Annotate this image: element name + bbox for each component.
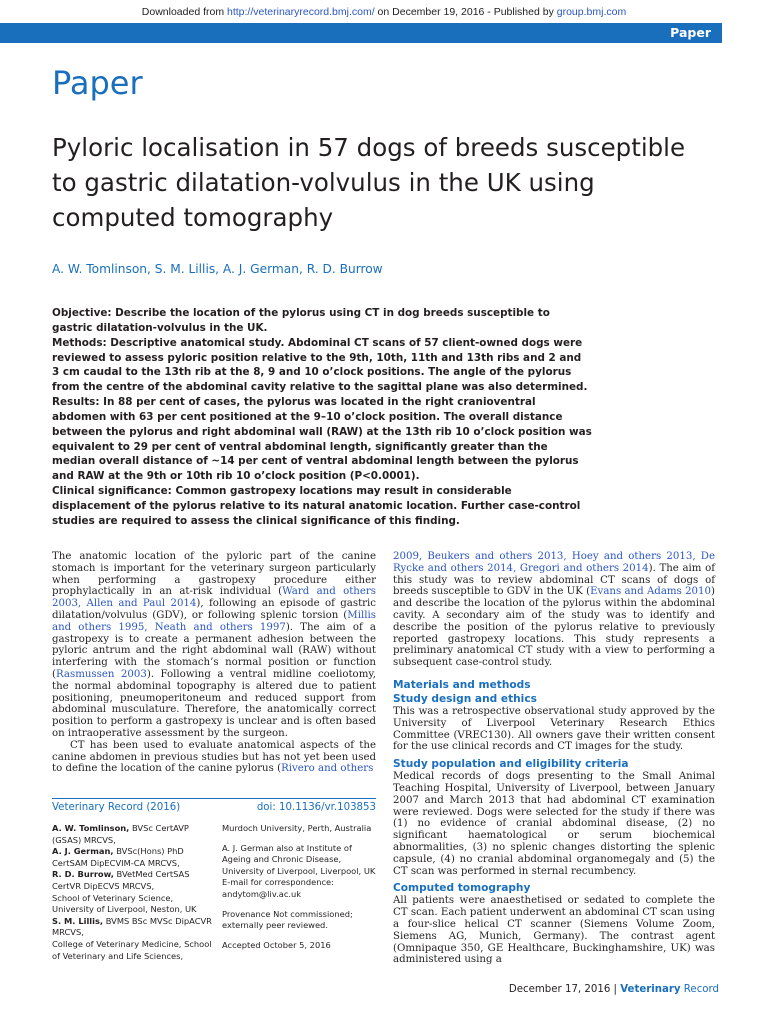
- footer-journal-bold: Veterinary: [620, 984, 681, 995]
- institution: School of Veterinary Science, University of Liverpool, Neston, UK: [52, 892, 197, 915]
- abstract: [52, 306, 592, 529]
- author-affiliation: [52, 823, 217, 846]
- reference-link[interactable]: Ward and others 2003, Allen and Paul 2014: [52, 586, 376, 610]
- heading-computed-tomography: Computed tomography: [393, 882, 531, 895]
- affiliations-left: [52, 823, 217, 962]
- abstract-significance-label: Clinical significance:: [52, 485, 172, 498]
- intro-paragraph-1: [52, 551, 376, 740]
- reference-link[interactable]: Rasmussen 2003: [55, 668, 147, 680]
- abstract-objective-label: Objective:: [52, 307, 112, 319]
- text-run: ). The aim of a gastropexy is to create a permanent adhesion between the pyloric antrum and the right abdominal wall (RAW) without interfering with the stomach’s normal position or function (: [52, 621, 376, 680]
- reference-link[interactable]: 2009, Beukers and others 2013, Hoey and others 2013, De Rycke and others 2014, Gregori and others 2014: [393, 551, 715, 574]
- author-credentials: BVSc(Hons) PhD CertSAM DipECVIM-CA MRCVS,: [52, 846, 184, 868]
- abstract-results: In 88 per cent of cases, the pylorus was located in the right cranioventral abdomen with 63 per cent positioned at the 9–10 o’clock position. The overall distance between the pylorus and right abdominal wall (RAW) at the 13th rib 10 o’clock position was equivalent to 29 per cent of ventral abdominal length, significantly greater than the median overall distance of ~14 per cent of ventral abdominal length between the pylorus and RAW at the 9th or 10th rib 10 o’clock position (P<0.0001).: [52, 396, 592, 483]
- citation-doi[interactable]: doi: 10.1136/vr.103853: [256, 802, 376, 813]
- affiliation-note: A. J. German also at Institute of Ageing and Chronic Disease, University of Liverpool, Liverpool, UK: [222, 842, 376, 876]
- reference-link[interactable]: Evans and Adams 2010: [590, 586, 712, 598]
- author-credentials: BVSc CertAVP (GSAS) MRCVS,: [52, 823, 189, 845]
- abstract-methods-label: Methods:: [52, 336, 107, 349]
- section-tab-label: Paper: [670, 25, 711, 40]
- footer-journal-rest: Record: [680, 984, 719, 995]
- article-title: Pyloric localisation in 57 dogs of breeds susceptible to gastric dilatation-volvulus in the UK using computed tomography: [52, 133, 686, 232]
- text-run: ). The aim of this study was to review abdominal CT scans of dogs of breeds susceptible to GDV in the UK (: [393, 562, 715, 598]
- text-run: The anatomic location of the pyloric part of the canine stomach is important for the veterinary surgeon particularly when performing a gastropexy procedure either prophylactically in an at-risk individual (: [52, 551, 376, 598]
- intro-paragraph-2-cont: [393, 551, 715, 669]
- heading-study-population: Study population and eligibility criteria: [393, 758, 629, 771]
- citation-journal: Veterinary Record (2016): [52, 802, 181, 813]
- email-label: E-mail for correspondence:: [222, 877, 334, 888]
- correspondence-email[interactable]: andytom@liv.ac.uk: [222, 888, 302, 899]
- author-affiliation: [52, 869, 217, 892]
- abstract-methods: Descriptive anatomical study. Abdominal CT scans of 57 client-owned dogs were reviewed to assess pyloric position relative to the 9th, 10th, 11th and 13th ribs and 2 and 3 cm caudal to the 13th rib at the 8, 9 and 10 o’clock positions. The angle of the pylorus from the centre of the abdominal cavity relative to the sagittal plane was also determined.: [52, 336, 588, 394]
- download-prefix: Downloaded from: [141, 6, 227, 18]
- text-run: ), following an episode of gastric dilatation/volvulus (GDV), or following splenic torsion (: [52, 598, 376, 621]
- reference-link[interactable]: Millis and others 1995, Neath and others 1997: [52, 609, 376, 633]
- download-middle: on December 19, 2016 - Published by: [374, 6, 557, 18]
- abstract-results-label: Results:: [52, 396, 100, 409]
- abstract-objective: Describe the location of the pylorus using CT in dog breeds susceptible to gastric dilatation-volvulus in the UK.: [52, 307, 550, 334]
- author-name: R. D. Burrow,: [52, 869, 114, 880]
- publisher-link[interactable]: group.bmj.com: [556, 6, 627, 18]
- reference-link[interactable]: Rivero and others: [281, 763, 374, 775]
- intro-paragraph-2: [52, 740, 376, 775]
- study-design-paragraph: This was a retrospective observational study approved by the University of Liverpool Veterinary Research Ethics Committee (VREC130). All owners gave their written consent for the use clinical records and CT images for the study.: [393, 705, 715, 753]
- accepted-date: Accepted October 5, 2016: [222, 939, 331, 950]
- author-credentials: BVMS BSc MVSc DipACVR MRCVS,: [52, 915, 212, 938]
- section-heading: Paper: [52, 64, 143, 102]
- author-name: A. W. Tomlinson,: [52, 823, 130, 833]
- download-notice: [0, 6, 768, 18]
- study-population-paragraph: Medical records of dogs presenting to the Small Animal Teaching Hospital, University of Liverpool, between January 2007 and March 2013 that had abdominal CT examination were reviewed. Dogs were selected for the study if there was (1) no evidence of cranial abdominal disease, (2) no significant haematological or serum biochemical abnormalities, (3) no splenic changes distorting the splenic capsule, (4) no cranial abdominal organomegaly and (5) the CT scan was performed in sternal recumbency.: [393, 771, 715, 877]
- heading-materials-methods: Materials and methods: [393, 678, 531, 691]
- citation-bar: [52, 798, 376, 813]
- author-credentials: BVetMed CertSAS CertVR DipECVS MRCVS,: [52, 869, 190, 891]
- abstract-significance: Common gastropexy locations may result in considerable displacement of the pylorus relative to its natural anatomic location. Further case-control studies are required to assess the clinical significance of this finding.: [52, 485, 581, 527]
- provenance-note: Provenance Not commissioned; externally peer reviewed.: [222, 908, 353, 931]
- journal-url-link[interactable]: http://veterinaryrecord.bmj.com/: [227, 6, 375, 18]
- computed-tomography-paragraph: All patients were anaesthetised or sedated to complete the CT scan. Each patient underwent an abdominal CT scan using a four-slice helical CT scanner (Siemens Volume Zoom, Siemens AG, Munich, Germany). The contrast agent (Omnipaque 350, GE Healthcare, Buckinghamshire, UK) was administered using a: [393, 895, 715, 966]
- author-list: A. W. Tomlinson, S. M. Lillis, A. J. German, R. D. Burrow: [52, 262, 383, 276]
- body-column-left: [52, 551, 376, 775]
- heading-study-design: Study design and ethics: [393, 692, 537, 705]
- institution: College of Veterinary Medicine, School of Veterinary and Life Sciences,: [52, 938, 212, 961]
- body-column-right: [393, 551, 715, 966]
- section-tab-bar: [0, 23, 722, 43]
- page-footer: [509, 984, 719, 995]
- institution: Murdoch University, Perth, Australia: [222, 823, 372, 833]
- text-run: ). Following a ventral midline coeliotomy, the normal abdominal topography is altered due to patient positioning, pneumoperitoneum and reduced support from abdominal musculature. Therefore, the anatomically correct position to perform a gastropexy is unclear and is often based on intraoperative assessment by the surgeon.: [52, 668, 376, 739]
- author-name: A. J. German,: [52, 846, 114, 857]
- author-name: S. M. Lillis,: [52, 915, 104, 926]
- text-run: ) and describe the location of the pylorus within the abdominal cavity. A secondary aim of the study was to identify and describe the position of the pylorus relative to previously reported gastropexy locations. This study represents a preliminary anatomical CT study with a view to performing a subsequent case-control study.: [393, 586, 715, 669]
- affiliations-right: [222, 823, 382, 951]
- footer-date: December 17, 2016 |: [508, 984, 621, 995]
- author-affiliation: [52, 916, 217, 939]
- author-affiliation: [52, 846, 217, 869]
- text-run: CT has been used to evaluate anatomical aspects of the canine abdomen in previous studies but has not yet been used to define the location of the canine pylorus (: [52, 739, 376, 775]
